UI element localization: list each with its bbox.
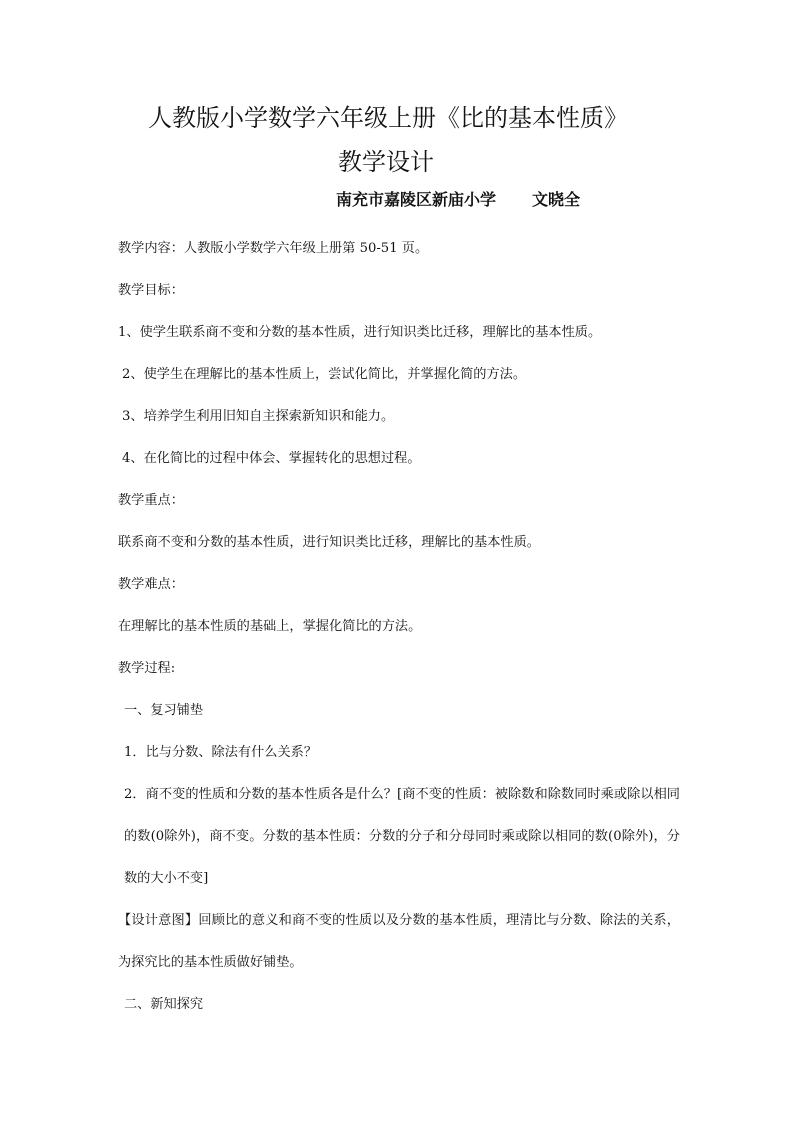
section-title-new-knowledge: 二、新知探究	[124, 997, 204, 1012]
difficulty-text: 在理解比的基本性质的基础上，掌握化简比的方法。	[118, 619, 422, 634]
key-point-text: 联系商不变和分数的基本性质，进行知识类比迁移，理解比的基本性质。	[118, 535, 540, 550]
document-title-line2: 教学设计	[338, 148, 434, 176]
teaching-content: 教学内容：人教版小学数学六年级上册第 50-51 页。	[118, 241, 429, 256]
key-point-label: 教学重点：	[118, 493, 184, 508]
design-intent: 【设计意图】回顾比的意义和商不变的性质以及分数的基本性质，理清比与分数、除法的关系，为探究比的基本性质做好铺垫。	[118, 913, 680, 970]
author-school: 南充市嘉陵区新庙小学	[336, 190, 497, 209]
goal-item-4: 4、在化简比的过程中体会、掌握转化的思想过程。	[122, 451, 421, 466]
author-line	[336, 186, 580, 214]
section-title-review: 一、复习铺垫	[124, 703, 204, 718]
goals-label: 教学目标：	[118, 283, 184, 298]
question-1: 1．比与分数、除法有什么关系？	[124, 745, 318, 760]
author-name: 文晓全	[532, 190, 581, 209]
document-title: 人教版小学数学六年级上册《比的基本性质》	[148, 104, 628, 132]
goal-item-2: 2、使学生在理解比的基本性质上，尝试化简比，并掌握化简的方法。	[122, 367, 527, 382]
process-label: 教学过程:	[118, 661, 176, 676]
goal-item-3: 3、培养学生利用旧知自主探索新知识和能力。	[122, 409, 395, 424]
goal-item-1: 1、使学生联系商不变和分数的基本性质，进行知识类比迁移，理解比的基本性质。	[118, 325, 602, 340]
difficulty-label: 教学难点：	[118, 577, 184, 592]
question-2: 2．商不变的性质和分数的基本性质各是什么？[商不变的性质：被除数和除数同时乘或除以相同的数(0除外)，商不变。分数的基本性质：分数的分子和分母同时乘或除以相同的数(0除外)，分数的大小不变]	[124, 787, 680, 886]
